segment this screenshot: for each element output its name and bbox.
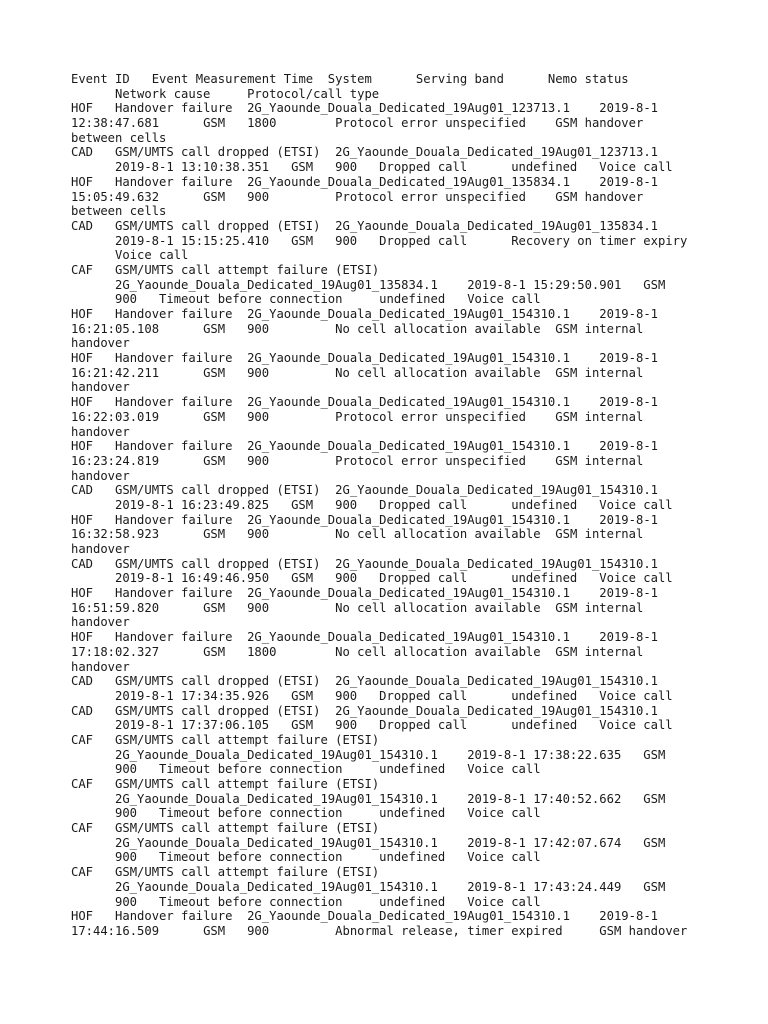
log-line: CAF GSM/UMTS call attempt failure (ETSI)	[71, 865, 380, 880]
log-line: handover	[71, 542, 130, 556]
log-line: 16:32:58.923 GSM 900 No cell allocation available GSM internal	[71, 527, 644, 542]
log-line: 16:51:59.820 GSM 900 No cell allocation available GSM internal	[71, 600, 644, 615]
continuation-line: 2019-8-1 13:10:38.351 GSM 900 Dropped call undefined Voice call	[115, 160, 673, 175]
log-line: CAF GSM/UMTS call attempt failure (ETSI)	[71, 262, 380, 277]
continuation-line: 2G_Yaounde_Douala_Dedicated_19Aug01_135834.1 2019-8-1 15:29:50.901 GSM	[115, 277, 666, 292]
log-line: handover	[71, 659, 130, 674]
log-line: HOF Handover failure 2G_Yaounde_Douala_Dedicated_19Aug01_154310.1 2019-8-1	[71, 351, 658, 366]
continuation-line: 2G_Yaounde_Douala_Dedicated_19Aug01_154310.1 2019-8-1 17:38:22.635 GSM	[115, 747, 666, 762]
log-line: handover	[71, 615, 130, 630]
continuation-line: Network cause Protocol/call type	[115, 86, 380, 101]
log-line: CAD GSM/UMTS call dropped (ETSI) 2G_Yaounde_Douala_Dedicated_19Aug01_123713.1	[71, 145, 658, 160]
log-line: HOF Handover failure 2G_Yaounde_Douala_Dedicated_19Aug01_123713.1 2019-8-1	[71, 101, 658, 116]
log-line: CAD GSM/UMTS call dropped (ETSI) 2G_Yaounde_Douala_Dedicated_19Aug01_154310.1	[71, 556, 658, 571]
continuation-line: 900 Timeout before connection undefined Voice call	[115, 762, 541, 777]
log-line: HOF Handover failure 2G_Yaounde_Douala_Dedicated_19Aug01_154310.1 2019-8-1	[71, 439, 658, 454]
continuation-line: 2G_Yaounde_Douala_Dedicated_19Aug01_154310.1 2019-8-1 17:42:07.674 GSM	[115, 835, 666, 850]
log-line: handover	[71, 380, 130, 395]
log-line: CAD GSM/UMTS call dropped (ETSI) 2G_Yaounde_Douala_Dedicated_19Aug01_154310.1	[71, 483, 658, 498]
continuation-line: 2019-8-1 17:34:35.926 GSM 900 Dropped call undefined Voice call	[115, 688, 673, 703]
log-line: CAF GSM/UMTS call attempt failure (ETSI)	[71, 777, 380, 791]
continuation-line: 2G_Yaounde_Douala_Dedicated_19Aug01_154310.1 2019-8-1 17:40:52.662 GSM	[115, 791, 666, 806]
log-line: HOF Handover failure 2G_Yaounde_Douala_Dedicated_19Aug01_154310.1 2019-8-1	[71, 630, 658, 645]
continuation-line: 2019-8-1 16:49:46.950 GSM 900 Dropped call undefined Voice call	[115, 571, 673, 586]
continuation-line: 2019-8-1 16:23:49.825 GSM 900 Dropped call undefined Voice call	[115, 497, 673, 512]
log-line: between cells	[71, 130, 167, 145]
continuation-line: 900 Timeout before connection undefined Voice call	[115, 894, 541, 909]
event-log-document	[71, 72, 751, 939]
log-line: HOF Handover failure 2G_Yaounde_Douala_Dedicated_19Aug01_154310.1 2019-8-1	[71, 512, 658, 527]
log-line: handover	[71, 468, 130, 483]
log-line: handover	[71, 336, 130, 351]
log-line: CAD GSM/UMTS call dropped (ETSI) 2G_Yaounde_Douala_Dedicated_19Aug01_135834.1	[71, 218, 658, 233]
log-line: CAF GSM/UMTS call attempt failure (ETSI)	[71, 732, 380, 747]
continuation-line: 900 Timeout before connection undefined Voice call	[115, 806, 541, 821]
log-line: 15:05:49.632 GSM 900 Protocol error unspecified GSM handover	[71, 189, 644, 204]
log-line: HOF Handover failure 2G_Yaounde_Douala_Dedicated_19Aug01_154310.1 2019-8-1	[71, 586, 658, 601]
log-line: HOF Handover failure 2G_Yaounde_Douala_Dedicated_19Aug01_154310.1 2019-8-1	[71, 395, 658, 410]
log-line: HOF Handover failure 2G_Yaounde_Douala_Dedicated_19Aug01_135834.1 2019-8-1	[71, 174, 658, 189]
log-line: CAD GSM/UMTS call dropped (ETSI) 2G_Yaounde_Douala_Dedicated_19Aug01_154310.1	[71, 674, 658, 689]
log-line: CAF GSM/UMTS call attempt failure (ETSI)	[71, 821, 380, 836]
log-line: 17:18:02.327 GSM 1800 No cell allocation available GSM internal	[71, 644, 644, 659]
continuation-line: 2019-8-1 15:15:25.410 GSM 900 Dropped call Recovery on timer expiry	[115, 233, 688, 248]
continuation-line: 900 Timeout before connection undefined Voice call	[115, 292, 541, 307]
log-line: 16:23:24.819 GSM 900 Protocol error unspecified GSM internal	[71, 453, 644, 468]
log-line: 16:22:03.019 GSM 900 Protocol error unspecified GSM internal	[71, 409, 644, 424]
log-line: HOF Handover failure 2G_Yaounde_Douala_Dedicated_19Aug01_154310.1 2019-8-1	[71, 307, 658, 321]
log-line: 17:44:16.509 GSM 900 Abnormal release, timer expired GSM handover	[71, 923, 688, 938]
log-line: handover	[71, 424, 130, 439]
log-line: 12:38:47.681 GSM 1800 Protocol error unspecified GSM handover	[71, 116, 644, 131]
log-line: HOF Handover failure 2G_Yaounde_Douala_Dedicated_19Aug01_154310.1 2019-8-1	[71, 909, 658, 924]
log-line: 16:21:42.211 GSM 900 No cell allocation available GSM internal	[71, 365, 644, 380]
continuation-line: 2019-8-1 17:37:06.105 GSM 900 Dropped call undefined Voice call	[115, 718, 673, 733]
continuation-line: 900 Timeout before connection undefined Voice call	[115, 850, 541, 865]
log-line: 16:21:05.108 GSM 900 No cell allocation available GSM internal	[71, 321, 644, 336]
log-line: between cells	[71, 204, 167, 219]
header-line: Event ID Event Measurement Time System Serving band Nemo status	[71, 72, 629, 86]
continuation-line: 2G_Yaounde_Douala_Dedicated_19Aug01_154310.1 2019-8-1 17:43:24.449 GSM	[115, 879, 666, 894]
continuation-line: Voice call	[115, 248, 189, 263]
log-line: CAD GSM/UMTS call dropped (ETSI) 2G_Yaounde_Douala_Dedicated_19Aug01_154310.1	[71, 703, 658, 718]
